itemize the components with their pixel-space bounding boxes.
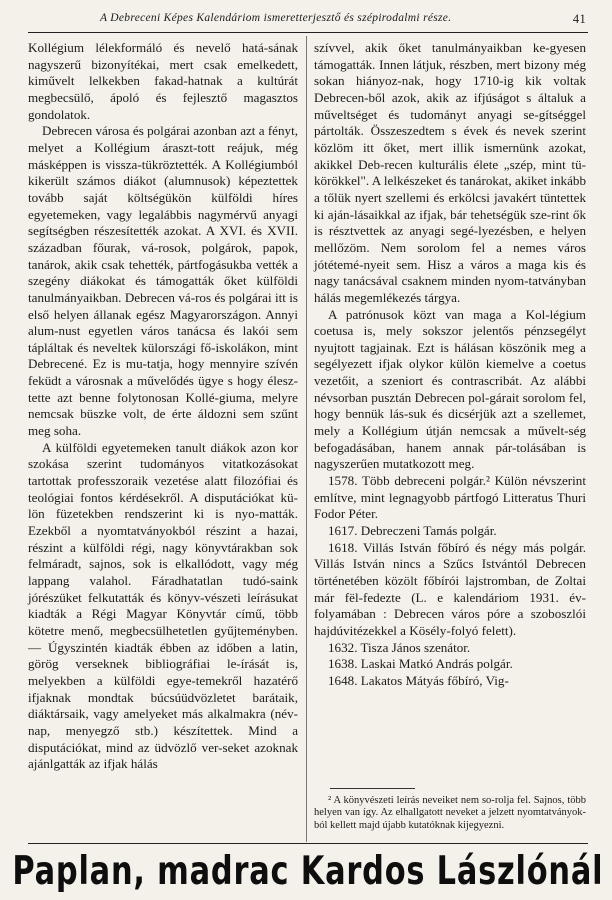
entry-1617: 1617. Debreczeni Tamás polgár. (328, 523, 497, 539)
text-line: külföldi tanulmányaikban. Debrecen vá- (28, 273, 298, 305)
text-line: nyeit sem. Hisz a város a maga kis és (363, 256, 586, 272)
right-column (314, 40, 586, 690)
advertisement-banner (12, 848, 604, 896)
text-line: nagy tanácsával csaknem minden nyom- (314, 273, 529, 289)
text-line: A XVI. és XVII. században főurak, vá- (28, 223, 298, 255)
text-line: emelkedett, kiművelt lelkekben fakad- (28, 56, 298, 89)
text-line: szegény diákokat és támogatták őket (28, 273, 247, 289)
text-line: recen kulturális élete „szép, mint tü- (384, 156, 586, 172)
text-line: egyetemeken, vagy legalábbis nagymérvű (28, 206, 257, 222)
text-line: szoboszlói hajdúvitézekkel a Kösély- (314, 606, 586, 638)
text-line: ség befogadásában, hanem annak pár- (314, 423, 586, 455)
header-rule (28, 32, 588, 33)
text-line: csak tehették, pártfogásukba vették a (101, 256, 298, 272)
text-line: lappang valahol. Fáradhatatlan tudó- (28, 573, 271, 588)
text-line: vezetőit, a szeniort és contrascribát. Az (314, 373, 546, 389)
text-line: vagy amelyeket más alkalmakra (név- (93, 706, 298, 722)
text-line: sajnos, sok is elkallódott, vagy még (89, 556, 298, 572)
text-line: műveltséget és tudományt anyagi se- (314, 106, 539, 122)
left-paragraph-2 (28, 123, 298, 439)
text-line: névszerint említve, mint legnagyobb (314, 473, 586, 505)
text-line: városnak a művelődés ügye s hogy élesz- (75, 373, 298, 389)
column-divider (306, 36, 307, 842)
text-line: a Kollégium útján nemcsak a művelt- (348, 423, 569, 439)
text-line: matták. Ezekből a nyomtatványokból (28, 506, 298, 539)
text-line: más polgár. Villás István nincs a Szűcs (314, 539, 586, 572)
footnote-text (314, 795, 586, 832)
text-line: akiket inkább a tőlük nyert szellemi (314, 173, 586, 205)
text-line: folyamában : Debrecen város póre a (314, 606, 524, 622)
right-paragraph-2 (314, 307, 586, 474)
text-line: 1578. Több debreceni polgár.² Külön (328, 473, 528, 489)
text-line: ból kellett majd újabb kutatóknak kijegyezni. (314, 819, 505, 831)
text-line: tatja, hogy mennyire szívén feküdt a (28, 356, 299, 389)
text-line: lön füzetekben rendszerint ki is nyo- (28, 506, 260, 522)
text-line: sorolom fel a nemes város jótétemé- (314, 239, 586, 272)
text-line: seket azoknak ajánlgatták az ifjak hálás (28, 739, 298, 772)
text-line: számos diákot (alumnusok) képeztettek (76, 173, 298, 189)
text-line: elhallgatott neveket a jelzett nyomtatványok- (395, 807, 587, 819)
text-line: Debrecen városa és polgárai azonban (42, 123, 237, 139)
left-paragraph-1 (28, 40, 298, 123)
left-column (28, 40, 298, 773)
text-line: iskolákon, mint Debrecené. Ez is mu- (28, 339, 298, 372)
footnote (314, 795, 586, 832)
text-line: lyezésben, e helyen mellőzöm. Nem (314, 223, 586, 255)
text-line: tette azt benne folytonosan Kollé- (28, 389, 219, 405)
text-line: anyagi segítségben részesítették azokat. (28, 206, 298, 239)
text-line: lásaikkal az ifjak, bár tehetségük sze- (353, 206, 552, 222)
text-line: nak, hogy 1710-ig kik voltak Debrecen- (314, 73, 586, 105)
text-line: de érte áldozni sem szűnt meg soha. (28, 406, 298, 439)
text-line: tatványban hálás megemlékezés tárgya. (314, 273, 586, 305)
text-line: latin, görög verseknek bibliográfiai le- (28, 639, 298, 672)
text-line: rint ők is résztvettek az anyagi segé- (314, 206, 586, 239)
footnote-rule (330, 788, 415, 789)
text-line: írását is, melyekben a külföldi egye- (28, 656, 298, 688)
text-line: azt a fényt, melyet a Kollégium áraszt- (28, 123, 299, 155)
text-line: gítséggel pártolták. Összeszedtem s évek (314, 106, 586, 139)
text-line: gyesen támogatták. Innen látjuk, részben, (314, 40, 586, 72)
text-line: búcsúüdvözletet barátaik, diáktársaik, (28, 689, 298, 722)
right-paragraph-1 (314, 40, 586, 307)
text-line: megbecsülhetetlen gyűjteményben. — (28, 622, 298, 655)
running-title: A Debreceni Képes Kalendáriom ismeretterjesztő és szépirodalmi része. (100, 12, 452, 24)
text-line: nap, menyegző stb.) készítettek. Mind (28, 722, 277, 738)
text-line: azon kor szokása szerint tudományos (28, 439, 299, 472)
text-line: részint a hazai, részint a külföldi régi, (28, 523, 298, 555)
text-line: nust egyetlen város tanácsa és lakói (58, 323, 269, 339)
right-paragraph-4 (314, 540, 586, 640)
text-line: hatnak a kultúrát megbecsülő, ápoló (28, 73, 298, 105)
text-line: A külföldi egyetemeken tanult diákok (42, 439, 247, 455)
text-line: körökkel". A lelkészeket és tanárokat, (314, 173, 512, 189)
text-line: egész Magyarországon. Annyi alum- (28, 306, 298, 339)
right-paragraph-3 (314, 473, 586, 523)
text-line: giuma, melyre nemcsak büszke volt, (28, 389, 298, 422)
text-line: gárait sorolom fel, hogy bennük lás- (314, 389, 586, 422)
text-line: ifjak olykor külön kiemelve a coetus (378, 356, 587, 372)
text-line: illik ismernünk azokat, akikkel Deb- (314, 139, 586, 172)
text-line: fontos kérdésekről. A disputációkat kü- (80, 489, 298, 505)
text-line: vitatkozásokat tartottak professzoraik (28, 456, 298, 489)
text-line: ből azok, akik az ifjúságot s általuk a (368, 89, 586, 105)
text-line: meg. (448, 456, 475, 472)
text-line: nagy könyvtárakban sok felmáradt, (28, 539, 298, 572)
page-header (28, 12, 590, 30)
text-line: hálásan köszönik meg a segélyezett (314, 339, 586, 372)
text-line: és fejlesztő magasztos gondolatok. (28, 89, 298, 122)
text-line: vezetése alatt filozófiai és teológiai (28, 473, 299, 505)
text-line: Istvántól Debrecen történetében közölt (314, 556, 586, 588)
text-line: folyó felett). (450, 622, 517, 638)
text-line: légium coetusa is, mely sokszor jelentős (314, 306, 586, 339)
text-line: és erkölcsi javakért tüntettek ki aján- (314, 189, 586, 222)
text-line: Kollégium lélekformáló és nevelő hatá- (28, 40, 269, 55)
footer-rule (28, 843, 588, 844)
text-line: vészeti leírásukat kiadták a Régi Magyar (28, 589, 298, 622)
page-number: 41 (572, 12, 586, 26)
text-line: tott reájuk, még másképpen is vissza- (28, 139, 298, 172)
text-line: saink jórészüket felkutatták és könyv- (28, 573, 298, 605)
text-line: ros és polgárai itt is első helyen állanak (28, 289, 298, 322)
text-line: sának nagyszerű bizonyítékai, mert csak (28, 40, 298, 72)
text-line: temekről hazatérő ifjaknak mondtak (28, 672, 298, 705)
text-line: 1618. Villás István főbíró és négy (328, 539, 518, 555)
text-line: fedezte (L. e kalendáriom 1931. év- (362, 589, 586, 605)
text-line: rolja fel. Sajnos, több helyen van így. Az (314, 795, 586, 819)
text-line: a disputációkat, mind az üdvözlő ver- (28, 722, 298, 755)
entry-1648: 1648. Lakatos Mátyás főbíró, Vig- (328, 672, 509, 688)
text-line: pénzsegélyt nyujtott tagjainak. Ezt is (314, 323, 586, 355)
text-line: tolásában is nagyszerűen mutatkozott (314, 439, 586, 472)
text-line: mert bizony még sokan hiányoz- (314, 56, 586, 89)
entry-1632: 1632. Tisza János szenátor. (328, 639, 471, 655)
text-line: Könyvtár című, több kötetre menő, (28, 606, 299, 638)
text-line: suk és dicsérjük azt a szellemet, mely (314, 406, 587, 439)
text-line: Úgyszintén kiadták ébben az időben a (47, 639, 265, 655)
text-line: szívvel, akik őket tanulmányaikban ke- (314, 40, 550, 55)
text-line: tovább saját költségükön külföldi híres (28, 189, 298, 205)
text-line: pártfogó Litteratus Thuri Fodor Péter. (314, 489, 587, 522)
text-line: tükröztették. A Kollégiumból kikerült (28, 156, 298, 189)
text-line: és nevek szerint közlöm itt őket, mert (314, 123, 586, 155)
text-line: ² A könyvészeti leírás neveiket nem so- (328, 795, 495, 806)
text-line: főbírói lajstromban, de Zoltai már fël- (314, 573, 586, 605)
text-line: rosok, polgárok, papok, tanárok, akik (28, 239, 298, 272)
advertisement-text: Paplan, madrac Kardos Lászlónál (12, 849, 604, 894)
text-line: sem tápláltak és neveltek külországi fő- (28, 323, 298, 355)
left-paragraph-3 (28, 440, 298, 773)
entry-1638: 1638. Laskai Matkó András polgár. (328, 656, 513, 672)
text-line: alábbi névsorban pusztán Debrecen pol- (314, 373, 587, 405)
text-line: A patrónusok közt van maga a Kol- (328, 306, 550, 322)
